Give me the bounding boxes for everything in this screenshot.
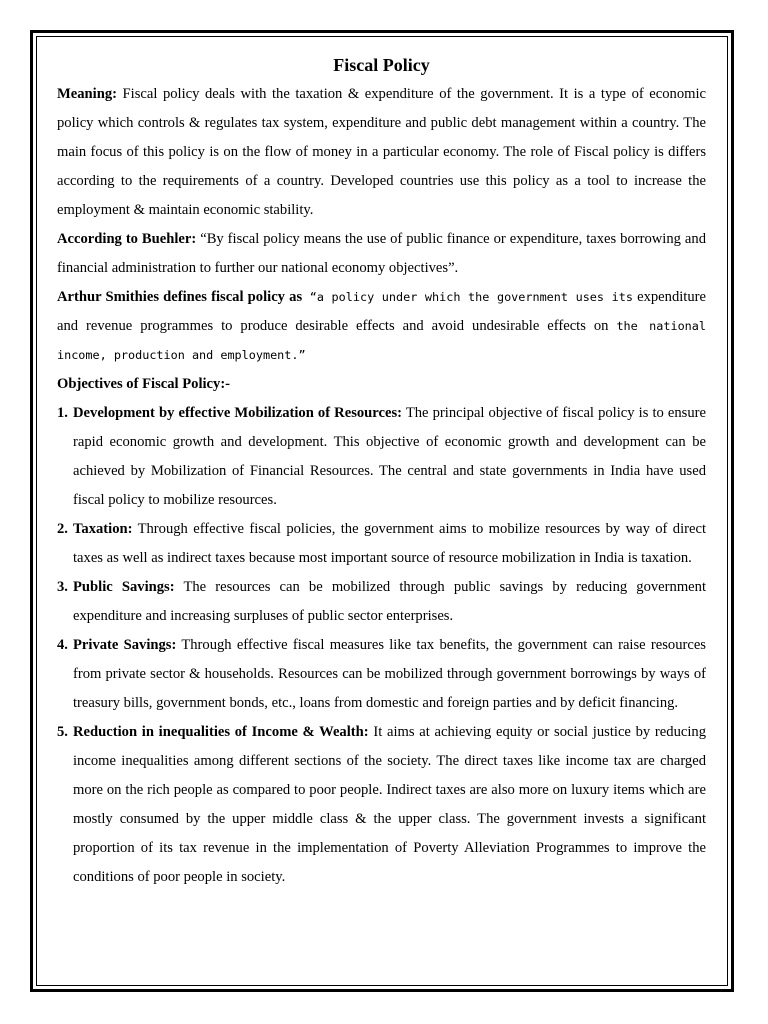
- objective-item: [57, 515, 706, 573]
- buehler-paragraph: [57, 225, 706, 283]
- objective-number: 1.: [57, 405, 68, 421]
- smithies-quote-mid: expenditure and revenue programmes to produce desirable effects and avoid undesirable effects on: [57, 289, 706, 334]
- meaning-label: Meaning:: [57, 86, 117, 102]
- objective-number: 3.: [57, 579, 68, 595]
- objective-title: Public Savings:: [73, 579, 175, 595]
- objective-number: 5.: [57, 724, 68, 740]
- objective-item: [57, 631, 706, 718]
- objective-title: Taxation:: [73, 521, 133, 537]
- objective-item: [57, 573, 706, 631]
- objective-text: The principal objective of fiscal policy is to ensure rapid economic growth and development. This objective of economic growth and development can be achieved by Mobilization of Financial Resources. The central and state governments in India have used fiscal policy to mobilize resources.: [73, 405, 706, 508]
- meaning-text: Fiscal policy deals with the taxation & expenditure of the government. It is a type of economic policy which controls & regulates tax system, expenditure and public debt management within a country. The main focus of this policy is on the flow of money in a particular economy. The role of Fiscal policy is differs according to the requirements of a country. Developed countries use this policy as a tool to increase the employment & maintain economic stability.: [57, 86, 706, 218]
- objective-title: Development by effective Mobilization of Resources:: [73, 405, 402, 421]
- objective-text: Through effective fiscal policies, the government aims to mobilize resources by way of direct taxes as well as indirect taxes because most important source of resource mobilization in India is taxation.: [73, 521, 706, 566]
- smithies-quote-start: “a policy under which the government uses its: [302, 290, 633, 304]
- objective-number: 2.: [57, 521, 68, 537]
- page-title: Fiscal Policy: [333, 55, 430, 75]
- objective-number: 4.: [57, 637, 68, 653]
- document-body: [57, 50, 706, 892]
- objective-item: [57, 718, 706, 892]
- buehler-label: According to Buehler:: [57, 231, 197, 247]
- smithies-paragraph: [57, 283, 706, 370]
- meaning-paragraph: [57, 80, 706, 225]
- objectives-heading: Objectives of Fiscal Policy:-: [57, 376, 231, 392]
- objective-item: [57, 399, 706, 515]
- objective-text: The resources can be mobilized through public savings by reducing government expenditure and increasing surpluses of public sector enterprises.: [73, 579, 706, 624]
- objective-title: Reduction in inequalities of Income & Wealth:: [73, 724, 369, 740]
- objective-text: Through effective fiscal measures like tax benefits, the government can raise resources from private sector & households. Resources can be mobilized through government borrowings by ways of treasury bills, government bonds, etc., loans from domestic and foreign parties and by deficit financing.: [73, 637, 706, 711]
- objectives-list: [57, 399, 706, 892]
- smithies-label: Arthur Smithies defines fiscal policy as: [57, 289, 303, 305]
- buehler-text: “By fiscal policy means the use of public finance or expenditure, taxes borrowing and financial administration to further our national economy objectives”.: [57, 231, 706, 276]
- smithies-quote-end: the national income, production and employment.”: [57, 319, 706, 362]
- objective-title: Private Savings:: [73, 637, 177, 653]
- objective-text: It aims at achieving equity or social justice by reducing income inequalities among different sections of the society. The direct taxes like income tax are charged more on the rich people as compared to poor people. Indirect taxes are also more on luxury items which are mostly consumed by the upper middle class & the upper class. The government invests a significant proportion of its tax revenue in the implementation of Poverty Alleviation Programmes to improve the conditions of poor people in society.: [73, 724, 706, 885]
